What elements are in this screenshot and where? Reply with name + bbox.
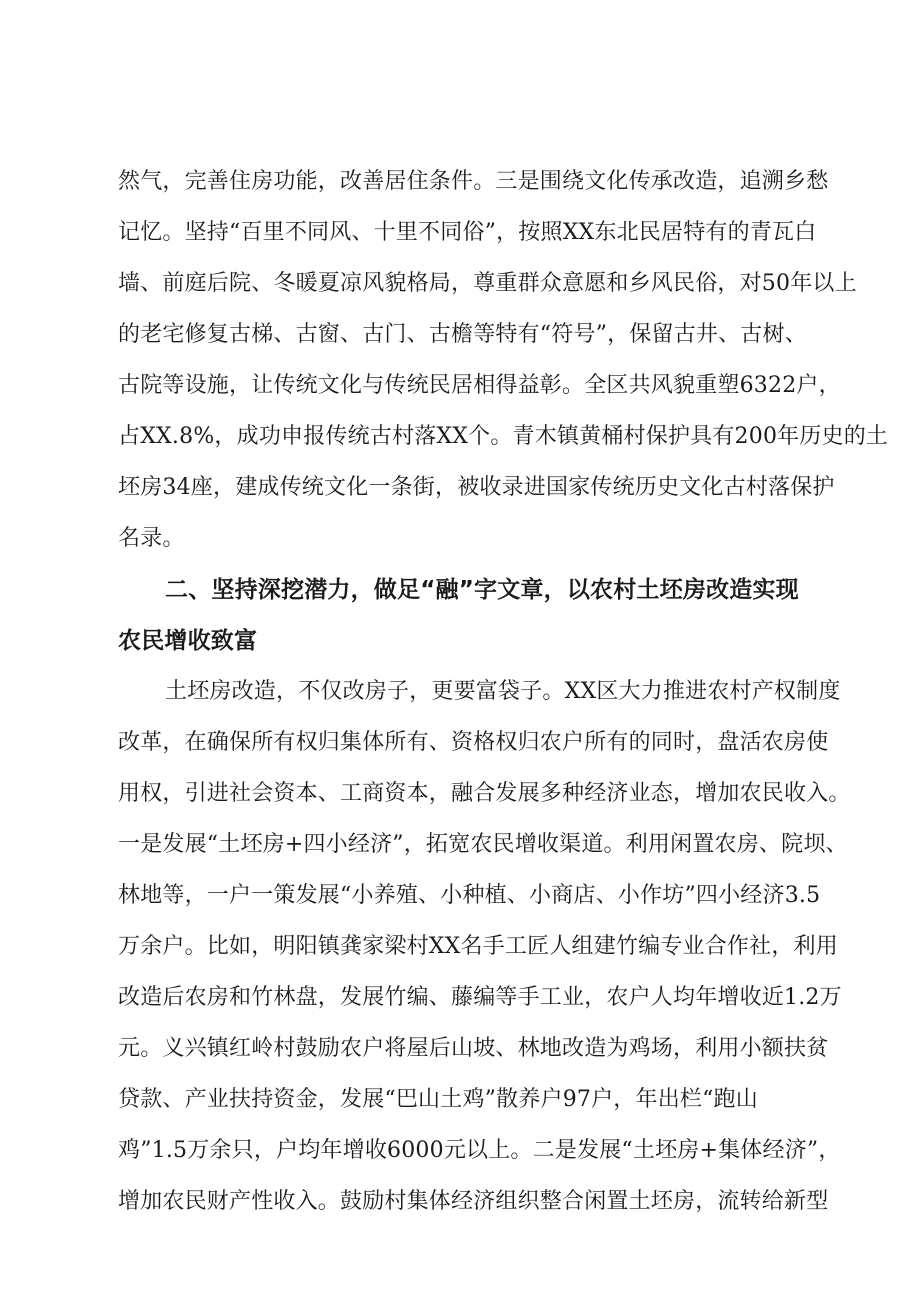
body-text-line: 改造后农房和竹林盘，发展竹编、藤编等手工业，农户人均年增收近1.2万 [118,985,842,1010]
body-text-line: 古院等设施，让传统文化与传统民居相得益彰。全区共风貌重塑6322户， [118,373,841,398]
body-text-line: 用权，引进社会资本、工商资本，融合发展多种经济业态，增加农民收入。 [118,781,851,806]
body-text-line: 的老宅修复古梯、古窗、古门、古檐等特有“符号”，保留古井、古树、 [118,322,807,347]
body-text-line: 林地等，一户一策发展“小养殖、小种植、小商店、小作坊”四小经济3.5 [118,883,821,908]
body-text-line: 占XX.8%，成功申报传统古村落XX个。青木镇黄桶村保护具有200年历史的土 [118,424,889,449]
body-text-line: 改革，在确保所有权归集体所有、资格权归农户所有的同时，盘活农房使 [118,730,829,755]
paragraph-start-line: 土坯房改造，不仅改房子，更要富袋子。XX区大力推进农村产权制度 [165,679,841,704]
body-text-line: 鸡”1.5万余只，户均年增收6000元以上。二是发展“土坯房+集体经济”， [118,1138,841,1163]
body-text-line: 名录。 [118,526,185,551]
body-text-line: 墙、前庭后院、冬暖夏凉风貌格局，尊重群众意愿和乡风民俗，对50年以上 [118,271,857,296]
body-text-line: 然气，完善住房功能，改善居住条件。三是围绕文化传承改造，追溯乡愁 [118,169,829,194]
body-text-line: 贷款、产业扶持资金，发展“巴山土鸡”散养户97户，年出栏“跑山 [118,1087,758,1112]
body-text-line: 万余户。比如，明阳镇龚家梁村XX名手工匠人组建竹编专业合作社，利用 [118,934,838,959]
section-heading: 二、坚持深挖潜力，做足“融”字文章，以农村土坯房改造实现 [165,577,799,603]
body-text-line: 增加农民财产性收入。鼓励村集体经济组织整合闲置土坯房，流转给新型 [118,1189,829,1214]
body-text-line: 记忆。坚持“百里不同风、十里不同俗”，按照XX东北民居特有的青瓦白 [118,220,817,245]
body-text-line: 元。义兴镇红岭村鼓励农户将屋后山坡、林地改造为鸡场，利用小额扶贫 [118,1036,829,1061]
section-heading-continued: 农民增收致富 [118,628,258,654]
body-text-line: 坯房34座，建成传统文化一条街，被收录进国家传统历史文化古村落保护 [118,475,835,500]
body-text-line: 一是发展“土坯房+四小经济”，拓宽农民增收渠道。利用闲置农房、院坝、 [118,832,848,857]
